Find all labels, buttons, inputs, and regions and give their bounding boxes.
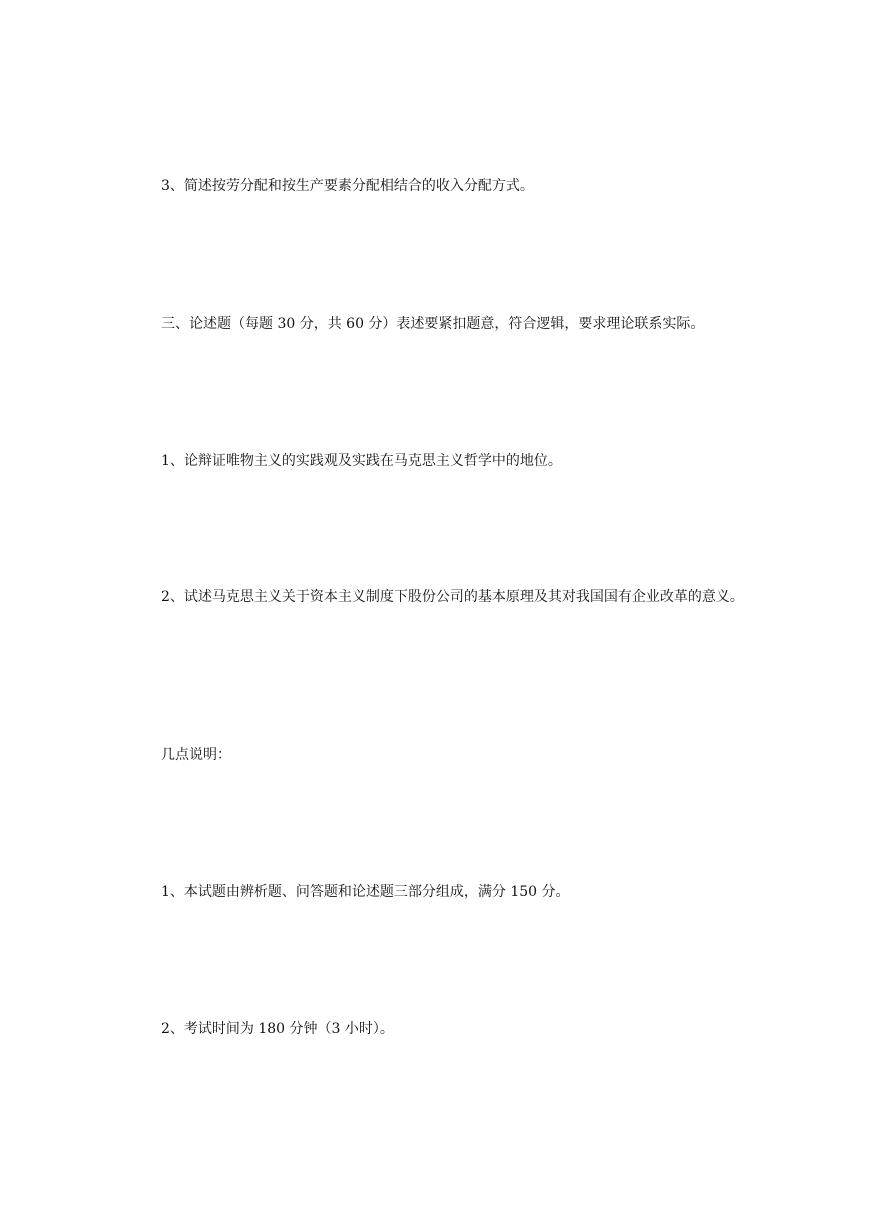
essay-question-1: 1、论辩证唯物主义的实践观及实践在马克思主义哲学中的地位。 (161, 453, 562, 469)
question-3-short-answer: 3、简述按劳分配和按生产要素分配相结合的收入分配方式。 (161, 178, 534, 194)
notes-heading: 几点说明： (161, 747, 231, 763)
essay-question-2: 2、试述马克思主义关于资本主义制度下股份公司的基本原理及其对我国国有企业改革的意义。 (161, 589, 744, 605)
note-2: 2、考试时间为 180 分钟（3 小时）。 (161, 1021, 394, 1037)
note-1: 1、本试题由辨析题、问答题和论述题三部分组成，满分 150 分。 (161, 884, 570, 900)
section-3-essay-heading: 三、论述题（每题 30 分，共 60 分）表述要紧扣题意，符合逻辑，要求理论联系实际。 (161, 316, 705, 332)
